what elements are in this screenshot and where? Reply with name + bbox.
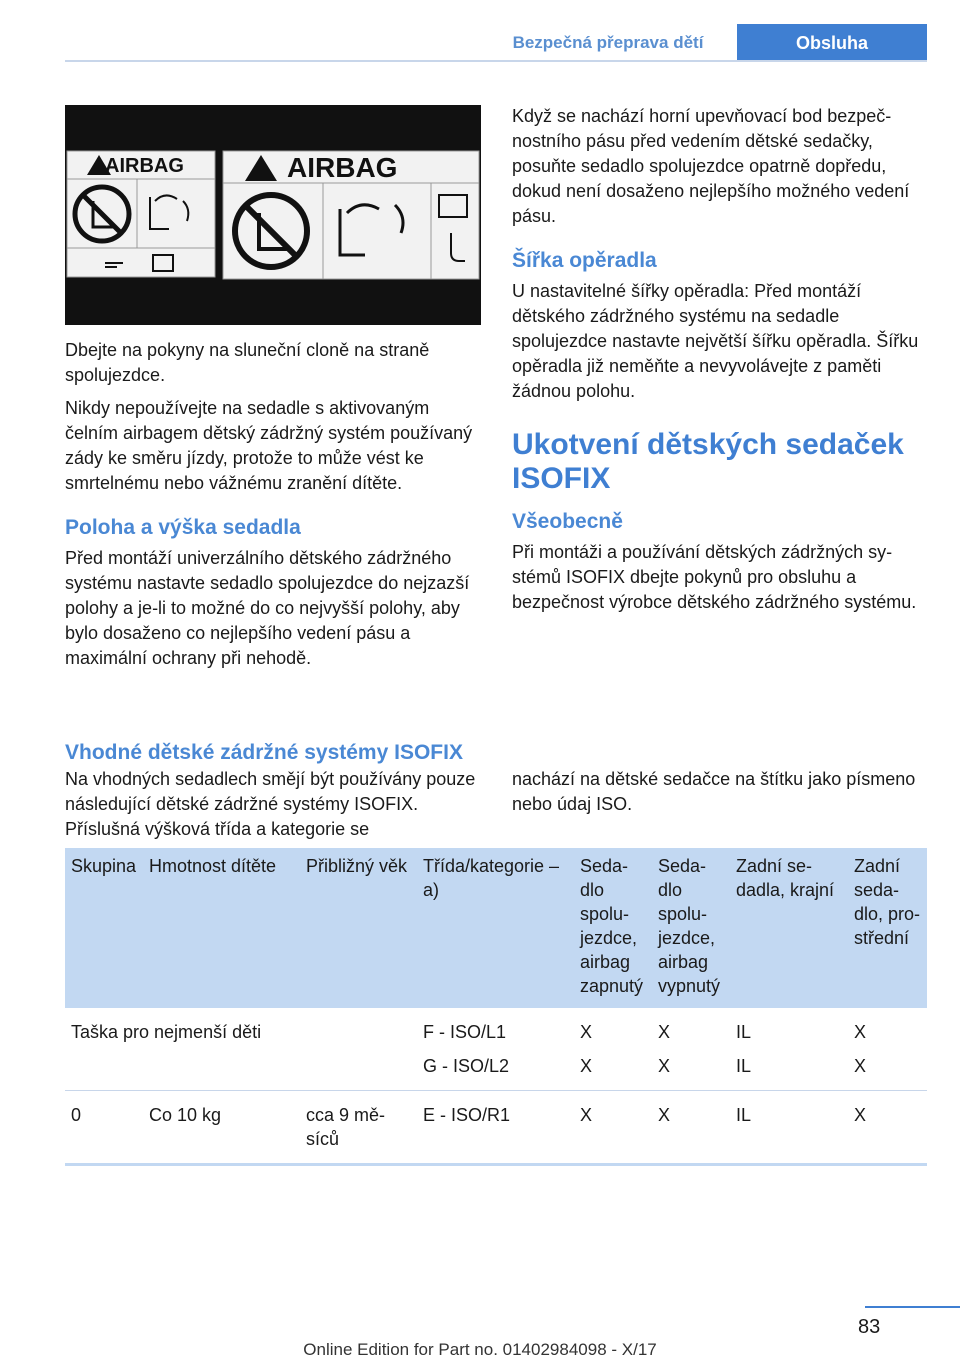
col-header-passenger-airbag-off: Sedadlo spolujezdce, airbag vypnutý [652,848,730,1008]
cell-value: IL [736,1022,752,1042]
cell-value: X [580,1056,593,1076]
table-row [65,1008,927,1091]
airbag-label-small: AIRBAG [105,155,184,177]
header-section: Bezpečná přeprava dětí [512,33,704,52]
cell-class-a: F - ISO/L1 [423,1022,507,1042]
cell-rear-outer [730,1008,848,1091]
general-heading: Všeobecně [512,510,623,533]
seat-position-text: Před montáží univerzálního dětského zádržného systému nastavte sedadlo spolujezdce do nejzazší polohy a je-li to možné do co nejvyšší polohy, aby bylo dosaženo co nejlepšího vedení pásu a maximální ochrany při nehodě. [65,548,470,668]
airbag-warning-text: Nikdy nepoužívejte na sedadle s aktivovaným čelním airbagem dětský zádržný systém používaný zády ke směru jízdy, protože to může vést ke smrtelnému nebo vážnému zranění dítěte. [65,398,473,493]
suitable-text-right [512,767,928,825]
table-row [65,1091,927,1165]
cell-group: 0 [65,1091,143,1165]
seat-position-heading: Poloha a výška sedadla [65,516,301,539]
cell-class-b: G - ISO/L2 [423,1056,510,1076]
cell-class [417,1008,574,1091]
cell-airbag-on [574,1008,652,1091]
cell-rear-center: X [848,1091,927,1165]
footer-edition: Online Edition for Part no. 01402984098 - X/17 [303,1340,657,1359]
col-header-rear-outer: Zadní sedadla, krajní [730,848,848,1008]
cell-rear-outer: IL [730,1091,848,1165]
airbag-label-large: AIRBAG [287,152,398,183]
col-header-weight: Hmotnost dítěte [143,848,300,1008]
cell-value: X [854,1022,867,1042]
col-header-passenger-airbag-on: Sedadlo spolujezdce, airbag zapnutý [574,848,652,1008]
cell-weight: Co 10 kg [143,1091,300,1165]
col-header-class: Třída/kategorie – a) [417,848,574,1008]
cell-group: Taška pro nejmenší děti [65,1008,417,1091]
left-column [65,338,481,679]
general-text: Při montáži a používání dětských zádržných systémů ISOFIX dbejte pokynů pro obsluhu a bezpečnost výrobce dětského zádržného systému. [512,542,917,612]
right-column [512,104,928,623]
cell-class: E - ISO/R1 [417,1091,574,1165]
sunvisor-note: Dbejte na pokyny na sluneční cloně na straně spolujezdce. [65,340,430,385]
cell-age: cca 9 měsíců [300,1091,417,1165]
col-header-rear-center: Zadní sedadlo, prostřední [848,848,927,1008]
footer-divider [865,1306,960,1308]
col-header-group: Skupina [65,848,143,1008]
cell-value: IL [736,1056,752,1076]
backrest-width-text: U nastavitelné šířky opěradla: Před montáží dětského zádržného systému na sedadle spolujezdce nastavte největší šířku opěradla. Šířku opěradla již neměňte a nevyvolávejte z paměti žádnou polohu. [512,281,919,401]
header-divider [65,60,927,62]
isofix-table [65,848,927,1166]
page-number: 83 [858,1316,881,1338]
airbag-label-image [65,105,481,325]
belt-anchor-text: Když se nachází horní upevňovací bod bezpečnostního pásu před vedením dětské sedačky, posuňte sedadlo spolujezdce opatrně dopředu, dokud není dosaženo nejlepšího možného vedení pásu. [512,106,910,226]
backrest-width-heading: Šířka opěradla [512,249,657,272]
cell-value: X [658,1022,671,1042]
col-header-age: Přibližný věk [300,848,417,1008]
isofix-heading: Ukotvení dětských sedaček ISOFIX [512,428,904,495]
cell-airbag-off: X [652,1091,730,1165]
suitable-text-right-para: nachází na dětské sedačce na štítku jako písmeno nebo údaj ISO. [512,769,916,814]
cell-rear-center [848,1008,927,1091]
table-header-row [65,848,927,1008]
cell-value: X [580,1022,593,1042]
suitable-text-left: Na vhodných sedadlech smějí být používány pouze následující dětské zádržné systémy ISOFIX. Příslušná výšková třída a kategorie se [65,769,476,839]
header-chapter-tab[interactable]: Obsluha [737,24,927,62]
cell-value: X [658,1056,671,1076]
suitable-isofix-heading: Vhodné dětské zádržné systémy ISOFIX [65,741,463,764]
cell-airbag-off [652,1008,730,1091]
cell-airbag-on: X [574,1091,652,1165]
cell-value: X [854,1056,867,1076]
airbag-warning-figure [65,105,481,325]
